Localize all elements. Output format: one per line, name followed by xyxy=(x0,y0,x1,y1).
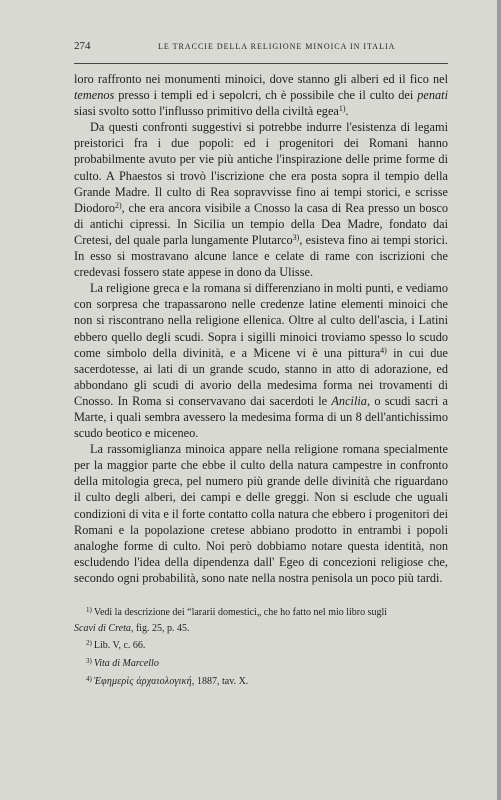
italic-term: temenos xyxy=(74,88,115,103)
italic-term: penati xyxy=(417,88,448,103)
footnote-ref: 4) xyxy=(380,345,387,355)
footnote-mark: 2) xyxy=(86,639,92,648)
text-run: La rassomiglianza minoica appare nella religione romana specialmente per la maggior parte che ebbe il culto della natura campestre in confronto della mitologia greca, pel numero più grande delle divinità che riguardano il culto degli alberi, dei campi e delle greggi. Non si esclude che uguali condizioni di vita e il forte contatto colla natura che ebbero i progenitori dei Romani e la popolazione cretese abbiano prodotto in entrambi i popoli analoghe forme di culto. Noi però dobbiamo notare questa identità, non escludendo l'idea della dipendenza dall' Egeo di concezioni religiose che, secondo ogni probabilità, sono nate nella nostra penisola un poco più tardi. xyxy=(74,442,448,585)
text-run: loro raffronto nei monumenti minoici, dove stanno gli alberi ed il fico nel xyxy=(74,72,448,86)
footnote-text: 1887, tav. X. xyxy=(194,675,249,687)
paragraph-1 xyxy=(74,71,448,119)
footnote-text: Lib. V, c. 66. xyxy=(93,640,146,652)
footnote-ref: 3) xyxy=(292,232,300,242)
header-rule xyxy=(74,63,448,64)
footnote-mark: 3) xyxy=(86,657,92,666)
footnote-text-italic: Vita di Marcello xyxy=(93,658,159,670)
footnotes xyxy=(74,603,448,690)
footnote-mark: 1) xyxy=(86,606,92,614)
footnote-2 xyxy=(86,636,448,654)
page-number: 274 xyxy=(74,40,91,52)
paragraph-3 xyxy=(74,280,448,441)
footnote-1-cont xyxy=(74,621,448,637)
text-run: in cui due sacerdotesse, ai lati di un grande scudo, stanno in atto di adorazione, ed abbondano gli scudi di avorio della medesima forma nei trovamenti di Cnosso. In Roma si conservavano dai sacerdoti le xyxy=(74,345,448,408)
footnote-1 xyxy=(86,603,448,621)
text-run: Da questi confronti suggestivi si potrebbe indurre l'esistenza di legami preistorici fra i due popoli: ed i progenitori dei Romani hanno probabilmente avuto per vie più antiche l'inspirazione delle prime forme di culto. A Phaestos si trovò l'iscrizione che era posta sopra il tempio della Grande Madre. Il culto di Rea sopravvisse fino ai tempi storici, e scrisse Diodoro xyxy=(74,120,448,215)
footnote-text: fig. 25, p. 45. xyxy=(133,622,190,634)
footnote-greek-title: Ἐφημερὶς ἀρχαιολογική, xyxy=(93,675,195,687)
footnote-4 xyxy=(86,672,448,690)
paragraph-4 xyxy=(74,441,448,586)
running-title: LE TRACCIE DELLA RELIGIONE MINOICA IN ITALIA xyxy=(158,42,396,51)
text-run: . xyxy=(345,104,349,119)
footnote-ref: 1) xyxy=(338,104,346,114)
text-run: presso i templi ed i sepolcri, ch è possibile che il culto dei xyxy=(114,88,418,103)
footnote-text-italic: Scavi di Creta, xyxy=(74,622,134,634)
text-run: siasi svolto sotto l'influsso primitivo della civiltà egea xyxy=(74,104,339,119)
italic-term: Ancilia xyxy=(331,393,367,408)
body-text xyxy=(74,71,448,586)
footnote-3 xyxy=(86,654,448,672)
footnote-mark: 4) xyxy=(86,674,92,683)
text-run: La religione greca e la romana si differenziano in molti punti, e vediamo con sorpresa che trapassarono nelle credenze latine elementi minoici che non si riscontrano nella religione ellenica. Oltre al culto dell'ascia, i Latini ebbero quello degli scudi. Sopra i sigilli minoici troviamo spesso lo scudo come simbolo della divinità, e a Micene vi è una pittura xyxy=(74,281,448,360)
paragraph-2 xyxy=(74,119,448,280)
text-run: , o scudi sacri a Marte, i quali sembra avessero la medesima forma di un 8 dell'antichissimo scudo beotico e miceneo. xyxy=(74,393,448,441)
footnote-ref: 2) xyxy=(115,200,122,210)
text-run: , esisteva fino ai tempi storici. In esso si mostravano alcune lance e celate di rame con iscrizioni che credevasi fossero state appese in dono da Ulisse. xyxy=(74,232,448,280)
footnote-text: Vedi la descrizione dei “lararii domestici„ che ho fatto nel mio libro sugli xyxy=(93,607,388,618)
text-run: , che era ancora visibile a Cnosso la casa di Rea presso un bosco di antichi cipressi. In Sicilia un tempio della Dea Madre, fondato dai Cretesi, del quale parla lungamente Plutarco xyxy=(74,200,448,247)
